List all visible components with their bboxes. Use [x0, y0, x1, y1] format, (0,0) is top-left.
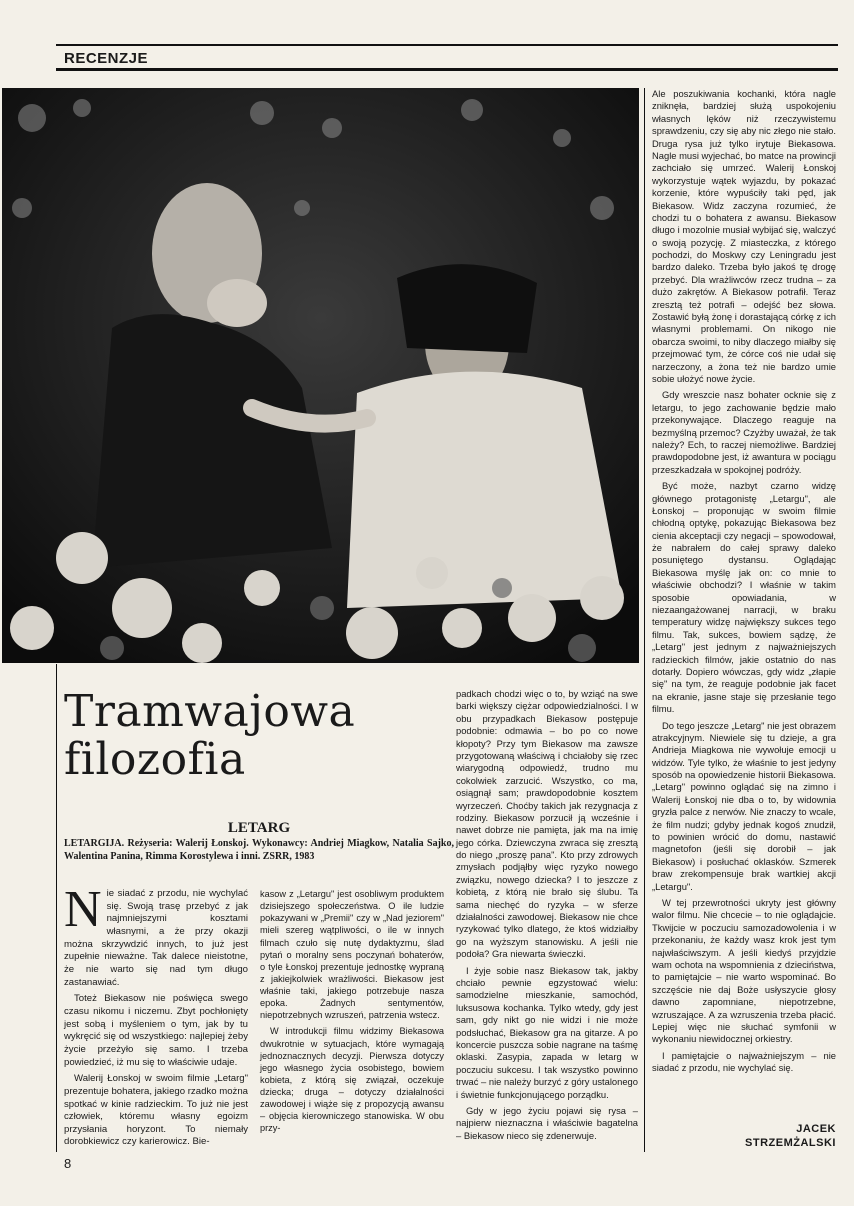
column-rule-right — [644, 88, 645, 1152]
paragraph: ie siadać z przodu, nie wychylać się. Swoją trasę przebyć z jak najmniejszymi kosztami własnymi, a że przy okazji można skrzywdzić innych, to już jest zupełnie nieważne. Tak dalece nieistotne, że nie warto się nad tym długo zastanawiać. — [64, 888, 248, 988]
author-first-name: JACEK — [796, 1123, 836, 1135]
page-number: 8 — [64, 1156, 72, 1171]
paragraph: Do tego jeszcze „Letarg" nie jest obrazem atrakcyjnym. Niewiele się tu dzieje, a gra Andrieja Miagkowa nie wywołuje emocji u widzów. Tyle tylko, że właśnie to jest jedyny sposób na opowiedzenie historii Biekasowa. „Letarg" powinno oglądać się na zimno i Walerij Łonskoj nie dba o to, by widownia gryzła palce z nerwów. Nie znaczy to wcale, że film nudzi; gdyby jednak kogoś znudził, to powinien wrócić do domu, nastawić magnetofon (jeśli się dorobił – jak Biekasow) i posłuchać oklasków. Szmerek braw zrekompensuje brak wartkiej akcji „Letargu". — [652, 719, 836, 892]
author-signature — [700, 1122, 836, 1150]
film-title: LETARG — [227, 820, 291, 836]
film-still-photo — [2, 88, 639, 663]
article-column-1 — [64, 881, 248, 1149]
article-column-4 — [652, 88, 836, 1074]
film-credits: LETARGIJA. Reżyseria: Walerij Łonskoj. Wykonawcy: Andriej Miagkow, Natalia Sajko, Walentina Panina, Rimma Korostylewa i inni. ZSRR, 1983 — [64, 838, 454, 862]
article-title-line-1: Tramwajowa — [64, 686, 356, 737]
paragraph: kasow z „Letargu" jest osobliwym produktem dzisiejszego społeczeństwa. O ile ludzie pokazywani w „Premii" czy w „Nad jeziorem" mieli szereg wątpliwości, o ile w innych filmach czuło się nutę dydaktyzmu, ślad pytań o moralny sens poczynań bohaterów, o tyle Łonskoj prezentuje jednostkę wypraną z jakiejkolwiek wrażliwości. Biekasow jest właśnie taki, jakiego potrzebuje nasza epoka. Żadnych sentymentów, niepotrzebnych wzruszeń, patrzenia wstecz. — [260, 889, 444, 1021]
paragraph: Toteż Biekasow nie poświęca swego czasu nikomu i niczemu. Zbyt pochłonięty jest sobą i myśleniem o tym, jak by tu wykręcić się od wszystkiego: najlepiej żeby życie przeżyło się samo. I trzeba powiedzieć, iż mu się to właściwie udaje. — [64, 993, 248, 1068]
paragraph: W tej przewrotności ukryty jest główny walor filmu. Nie chcecie – to nie oglądajcie. Tkwijcie w poczuciu samozadowolenia i w przekonaniu, że każdy wasz krok jest tym najwłaściwszym. A jeśli kiedyś przyjdzie wam ochota na wspomnienia z dzieciństwa, to pamiętajcie – nie warto wspominać. Bo szczęście nie daj Boże usłyszycie głosy dawno zapomniane, niepotrzebne, wzruszające. A za wzruszenia trzeba płacić. Lepiej więc nie słuchać symfonii w wykonaniu niewidocznej orkiestry. — [652, 897, 836, 1045]
paragraph: I żyje sobie nasz Biekasow tak, jakby chciało pewnie egzystować wielu: samodzielne mieszkanie, samochód, luksusowa kochanka. Tylko wtedy, gdy jest sam, gdy nikt go nie widzi i nie może podsłuchać, Biekasow gra na gitarze. A po koncercie puszcza sobie nagrane na taśmę oklaski. Zasypia, zapada w letarg w poczuciu sukcesu. I tak wszystko powinno trwać – nie należy burzyć z góry ustalonego i świetnie funkcjonującego porządku. — [456, 964, 638, 1100]
paragraph: Gdy w jego życiu pojawi się rysa – najpierw nieznaczna i właściwie bagatelna – Biekasow nieco się zdenerwuje. — [456, 1104, 638, 1141]
header-rule-bottom — [56, 68, 838, 71]
paragraph: W introdukcji filmu widzimy Biekasowa dwukrotnie w sytuacjach, które wymagają jednoznacznych decyzji. Pierwsza dotyczy jego własnego życia osobistego, bowiem kobieta, z którą się związał, oczekuje dziecka; druga – dotyczy działalności zawodowej i wiąże się z propozycją awansu – objęcia kierowniczego stanowiska. W obu przy- — [260, 1026, 444, 1134]
dropcap: N — [64, 881, 102, 938]
article-column-2 — [260, 888, 444, 1135]
paragraph: Ale poszukiwania kochanki, która nagle zniknęła, bardziej służą uspokojeniu własnych lęków niż rzeczywistemu sprawdzeniu, czy się aby nic złego nie stało. Druga rysa już tylko irytuje Biekasowa. Nagle musi wyjechać, bo matce na prowincji zachciało się umrzeć. Walerij Łonskoj wykorzystuje wątek wyjazdu, by pokazać korzenie, które wypuściły taki pęd, jak Biekasow. Widz zaczyna rozumieć, że chodzi tu o bohatera z awansu. Biekasow długo i mozolnie musiał wybijać się, walczyć o swoją pozycję. Z miasteczka, z którego pochodzi, do Moskwy czy Leningradu jest bardzo daleko. Trzeba było jakoś tę drogę przebyć. Dla wrażliwców rzecz trudna – za dużo zakrętów. A Biekasow potrafił. Teraz zresztą też potrafi – odejść bez słowa. Zostawić byłą żonę i dorastającą córkę z ich własnymi problemami. On nikogo nie obarcza swoimi, to niby dlaczego miałby się przejmować tym, że córce coś nie udał się narzeczony, a żona też nie bardzo umie sobie ułożyć nowe życie. — [652, 88, 836, 384]
paragraph: padkach chodzi więc o to, by wziąć na swe barki większy ciężar odpowiedzialności. I w obu przypadkach Biekasow postępuje podobnie: odmawia – bo po co nowe kłopoty? Przy tym Biekasow ma zawsze przygotowaną właściwą i chciałoby się rzec wiarygodną odpowiedź, trudno mu cokolwiek zarzucić. Wszystko, co ma, osiągnął sam; prawdopodobnie kosztem wyrzeczeń. Choćby takich jak rezygnacja z rodziny. Biekasow porzucił ją wcześnie i nawet dobrze nie pamięta, jak ma na imię jego córka. Dziewczyna zwraca się zresztą do niego „proszę pana". Kto przy zdrowych zmysłach podjąłby więc ryzyko nowego związku, nowego dziecka? I to jeszcze z kobietą, z którą nie brało się ślubu. Ta sama niechęć do ryzyka – w sferze działalności zawodowej. Biekasow nie chce ryzykować tylko dlatego, że ktoś widziałby go na wyższym stanowisku. A jeśli nie podoła? Gra niewarta świeczki. — [456, 688, 638, 960]
article-title — [64, 688, 444, 784]
section-label: RECENZJE — [64, 50, 149, 67]
article-column-3 — [456, 688, 638, 1142]
paragraph: Gdy wreszcie nasz bohater ocknie się z letargu, to jego zachowanie będzie mało przekonywające. Dlaczego reaguje na bezmyślną przemoc? Czyżby uważał, że tak należy? Ech, to raczej niemożliwe. Bardziej prawdopodobne jest, iż awantura w pociągu przeszkadzała w spokojnej podróży. — [652, 389, 836, 475]
author-last-name: STRZEMŻALSKI — [745, 1137, 836, 1149]
article-title-line-2: filozofia — [64, 734, 246, 785]
paragraph: I pamiętajcie o najważniejszym – nie siadać z przodu, nie wychylać się. — [652, 1049, 836, 1074]
column-rule-left — [56, 664, 57, 1152]
header-rule-top — [56, 44, 838, 46]
paragraph: Walerij Łonskoj w swoim filmie „Letarg" prezentuje bohatera, jakiego rzadko można spotkać w kinie radzieckim. To już nie jest człowiek, któremu własny egoizm przysłania horyzont. To niemały dorobkiewicz czy karierowicz. Bie- — [64, 1073, 248, 1148]
paragraph: Być może, nazbyt czarno widzę głównego protagonistę „Letargu", ale Łonskoj – proponując w swoim filmie chłodną optykę, pokazując Biekasowa bez cienia akceptacji czy negacji – spowodował, że nabrałem do całej sprawy daleko posuniętego dystansu. Oglądając Biekasowa myślę jak on: co mnie to właściwie obchodzi? I właśnie w takim sposobie opowiadania, w niezaangażowanej narracji, w braku temperatury widzę największy sukces tego filmu. Tak, sukces, bowiem sądzę, że „Letarg" jest jednym z najważniejszych radzieckich filmów, jakie ostatnio do nas dotarły. Dopiero wówczas, gdy widz „złapie się" na tym, że reaguje podobnie jak facet na ekranie, jasne staje się przesłanie tego filmu. — [652, 480, 836, 715]
